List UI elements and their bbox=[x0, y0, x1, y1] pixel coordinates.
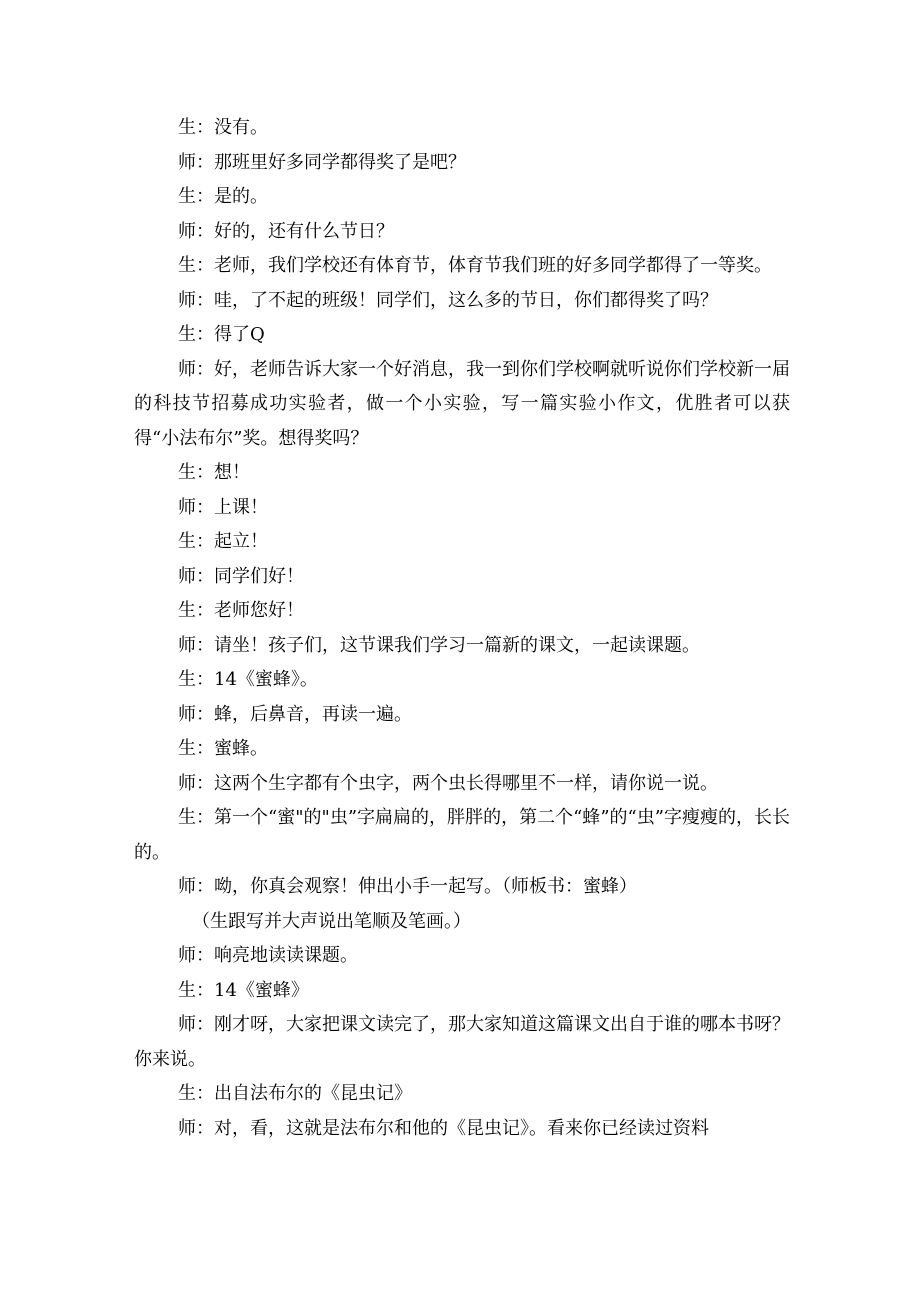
dialogue-line: 师：哇，了不起的班级！同学们，这么多的节日，你们都得奖了吗？ bbox=[178, 289, 718, 311]
dialogue-line: 师：同学们好！ bbox=[178, 565, 304, 587]
dialogue-line: 生：14《蜜蜂》。 bbox=[178, 669, 318, 690]
dialogue-line: 师：对，看，这就是法布尔和他的《昆虫记》。看来你已经读过资料 bbox=[178, 1117, 709, 1139]
dialogue-line: 师：呦，你真会观察！伸出小手一起写。（师板书：蜜蜂） bbox=[178, 876, 637, 897]
dialogue-line: 生：第一个“蜜"的"虫”字扁扁的，胖胖的，第二个“蜂”的“虫”字瘦瘦的，长长的。 bbox=[134, 807, 790, 863]
dialogue-line: 师：刚才呀，大家把课文读完了，那大家知道这篇课文出自于谁的哪本书呀？你来说。 bbox=[134, 1014, 790, 1070]
dialogue-line: 师：那班里好多同学都得奖了是吧？ bbox=[178, 151, 466, 173]
dialogue-line: 生：得了Q bbox=[178, 324, 265, 345]
dialogue-line: 生：蜜蜂。 bbox=[178, 738, 268, 759]
dialogue-line: 生：老师，我们学校还有体育节，体育节我们班的好多同学都得了一等奖。 bbox=[178, 255, 772, 276]
dialogue-line: 师：上课！ bbox=[178, 496, 268, 518]
dialogue-line: 生：想！ bbox=[178, 462, 250, 483]
dialogue-line: 生：起立！ bbox=[178, 531, 268, 552]
dialogue-line: 师：这两个生字都有个虫字，两个虫长得哪里不一样，请你说一说。 bbox=[178, 772, 718, 794]
dialogue-line: 师：好，老师告诉大家一个好消息，我一到你们学校啊就听说你们学校新一届的科技节招募成功实验者，做一个小实验，写一篇实验小作文，优胜者可以获得“小法布尔”奖。想得奖吗？ bbox=[134, 358, 790, 449]
dialogue-line: 生：出自法布尔的《昆虫记》 bbox=[178, 1083, 412, 1104]
dialogue-line: 生：老师您好！ bbox=[178, 600, 304, 621]
stage-direction: （生跟写并大声说出笔顺及笔画。） bbox=[192, 910, 471, 932]
lesson-transcript bbox=[134, 111, 790, 1146]
dialogue-line: 师：蜂，后鼻音，再读一遍。 bbox=[178, 703, 412, 725]
dialogue-line: 师：响亮地读读课题。 bbox=[178, 945, 358, 966]
dialogue-line: 师：好的，还有什么节日？ bbox=[178, 220, 394, 242]
dialogue-line: 生：14《蜜蜂》 bbox=[178, 979, 309, 1001]
dialogue-line: 生：没有。 bbox=[178, 117, 268, 138]
dialogue-line: 生：是的。 bbox=[178, 186, 268, 207]
dialogue-line: 师：请坐！孩子们，这节课我们学习一篇新的课文，一起读课题。 bbox=[178, 634, 700, 656]
